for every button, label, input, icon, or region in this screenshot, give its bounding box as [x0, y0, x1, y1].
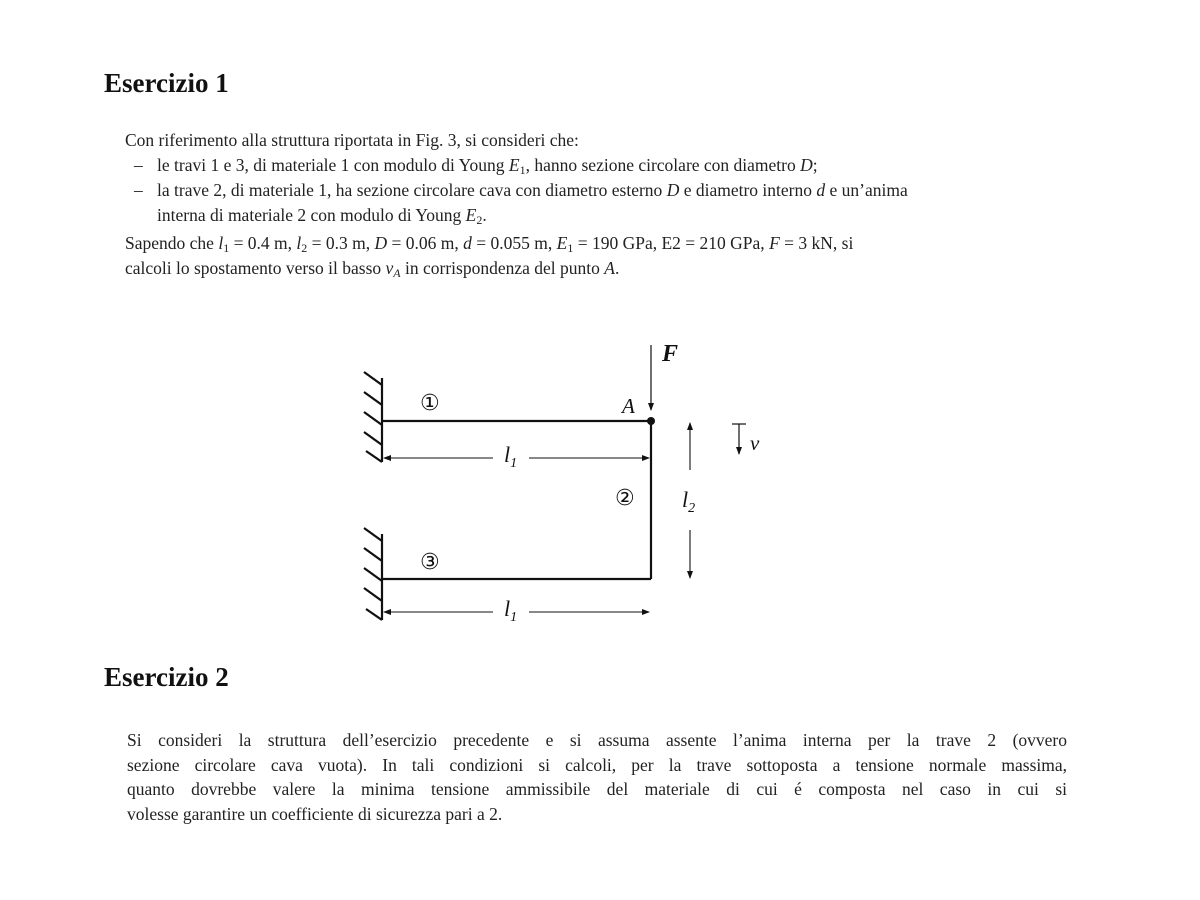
bullet-text-line-1: la trave 2, di materiale 1, ha sezione circolare cava con diametro esterno D e diametro interno d e un’anima: [157, 180, 908, 200]
displacement-v-convention: [732, 424, 760, 455]
svg-text:l1: $l_1$: [504, 596, 518, 625]
wall-support-bottom: [364, 528, 382, 620]
bullet-text-line-2: interna di materiale 2 con modulo di Young $E_2$.: [157, 204, 487, 227]
wall-support-top: [364, 372, 382, 462]
bullet-dash: –: [134, 180, 143, 200]
point-a-label: A: [622, 394, 635, 418]
exercise-2-line-4: volesse garantire un coefficiente di sicurezza pari a 2.: [127, 803, 503, 824]
beam-1-number: ①: [420, 391, 440, 416]
bullet-dash: –: [134, 155, 143, 175]
exercise-1-intro: Con riferimento alla struttura riportata in Fig. 3, si consideri che:: [125, 130, 579, 150]
bullet-text: le travi 1 e 3, di materiale 1 con modulo di Young $E_1$, hanno sezione circolare con diametro D;: [157, 155, 818, 177]
beam-2-number: ②: [615, 486, 635, 511]
exercise-2-line-3: quanto dovrebbe valere la minima tensione ammissibile del materiale di cui é composta nel caso in cui si: [127, 779, 1067, 799]
exercise-2-body: [127, 728, 1067, 826]
svg-text:v: v: [750, 431, 760, 455]
point-a-node: [647, 417, 655, 425]
data-line-1: Sapendo che $l_1 = 0.4$ m, $l_2 = 0.3$ m, D = 0.06 m, d = 0.055 m, $E_1 = 190$ GPa, E2 = 210 GPa, F = 3 kN, si: [125, 233, 854, 255]
dimension-l1-bottom: [384, 596, 649, 625]
exercise-2-title: Esercizio 2: [104, 662, 229, 692]
exercise-2-line-2: sezione circolare cava vuota). In tali condizioni si calcoli, per la trave sottoposta a tensione normale massima,: [127, 754, 1067, 775]
dimension-l2: [682, 423, 695, 578]
exercise-1-title: Esercizio 1: [104, 68, 229, 98]
exercise-2-line-1: Si consideri la struttura dell’esercizio precedente e si assuma assente l’anima interna per la trave 2 (ovvero: [127, 730, 1067, 750]
svg-text:l1: $l_1$: [504, 442, 518, 471]
force-label: F: [662, 341, 679, 367]
svg-text:l2: $l_2$: [682, 487, 696, 516]
beam-3-number: ③: [420, 550, 440, 575]
data-line-2: calcoli lo spostamento verso il basso $v_A$ in corrispondenza del punto A.: [125, 257, 620, 280]
dimension-l1-top: [384, 442, 649, 471]
